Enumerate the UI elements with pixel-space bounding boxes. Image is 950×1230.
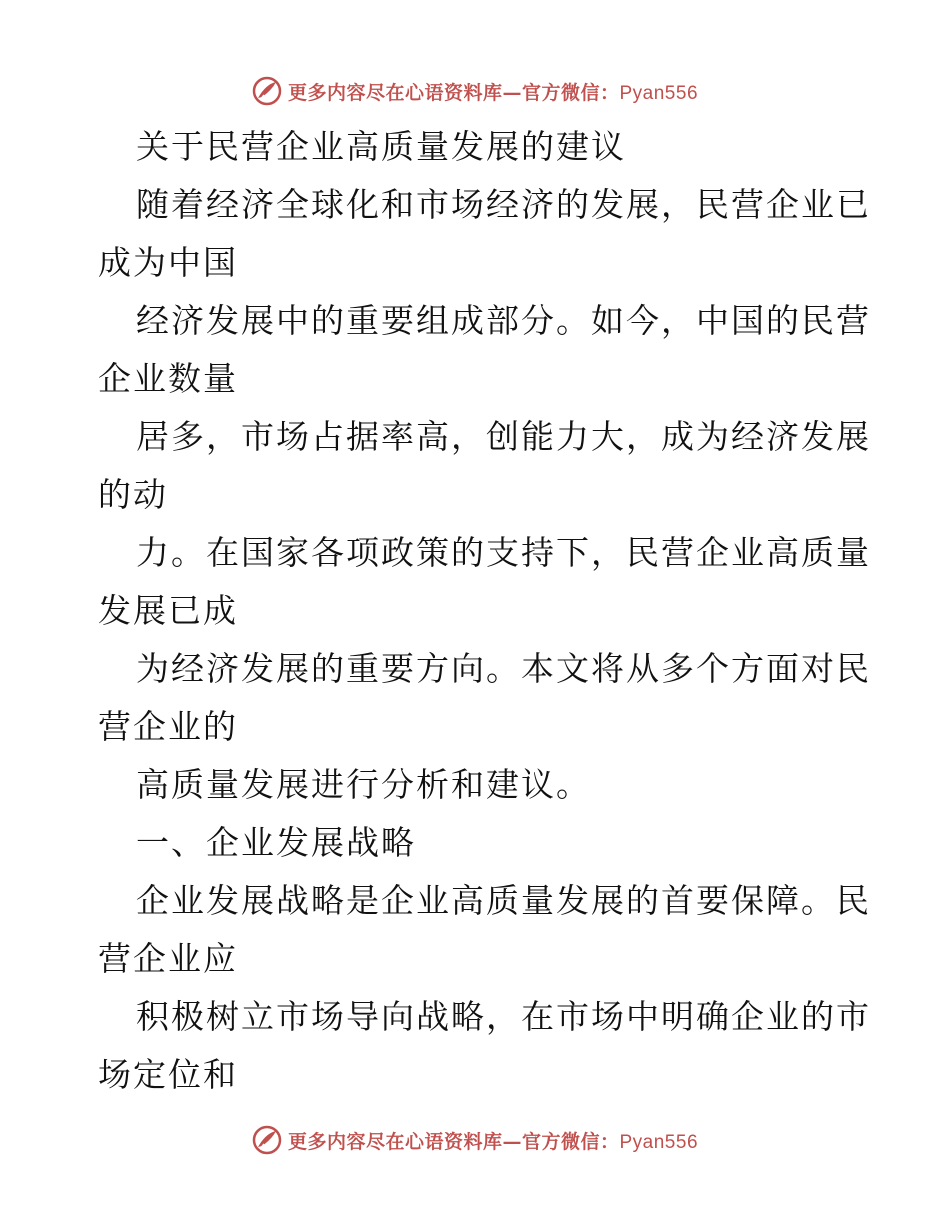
pen-logo-icon bbox=[252, 1125, 282, 1155]
text-line: 场定位和 bbox=[98, 1055, 238, 1094]
text-line: 居多，市场占据率高，创能力大，成为经济发展 bbox=[136, 417, 871, 456]
text-line: 发展已成 bbox=[98, 591, 238, 630]
watermark-text: 更多内容尽在心语资料库—官方微信：Pyan556 bbox=[287, 1130, 699, 1153]
pen-logo-icon bbox=[252, 76, 282, 106]
header-watermark bbox=[0, 74, 950, 108]
text-line: 的动 bbox=[98, 475, 168, 514]
text-line: 营企业应 bbox=[98, 939, 238, 978]
text-line: 随着经济全球化和市场经济的发展，民营企业已 bbox=[136, 185, 871, 224]
text-line: 力。在国家各项政策的支持下，民营企业高质量 bbox=[136, 533, 871, 572]
text-line: 营企业的 bbox=[98, 707, 238, 746]
text-line: 为经济发展的重要方向。本文将从多个方面对民 bbox=[136, 649, 871, 688]
text-line: 一、企业发展战略 bbox=[136, 823, 416, 862]
text-line: 企业发展战略是企业高质量发展的首要保障。民 bbox=[136, 881, 871, 920]
text-line: 企业数量 bbox=[98, 359, 238, 398]
text-line: 关于民营企业高质量发展的建议 bbox=[136, 127, 626, 166]
document-body bbox=[98, 118, 871, 1104]
watermark-text: 更多内容尽在心语资料库—官方微信：Pyan556 bbox=[287, 81, 699, 104]
text-line: 成为中国 bbox=[98, 243, 238, 282]
footer-watermark bbox=[0, 1123, 950, 1157]
text-line: 高质量发展进行分析和建议。 bbox=[136, 765, 591, 804]
text-line: 经济发展中的重要组成部分。如今，中国的民营 bbox=[136, 301, 871, 340]
text-line: 积极树立市场导向战略，在市场中明确企业的市 bbox=[136, 997, 871, 1036]
